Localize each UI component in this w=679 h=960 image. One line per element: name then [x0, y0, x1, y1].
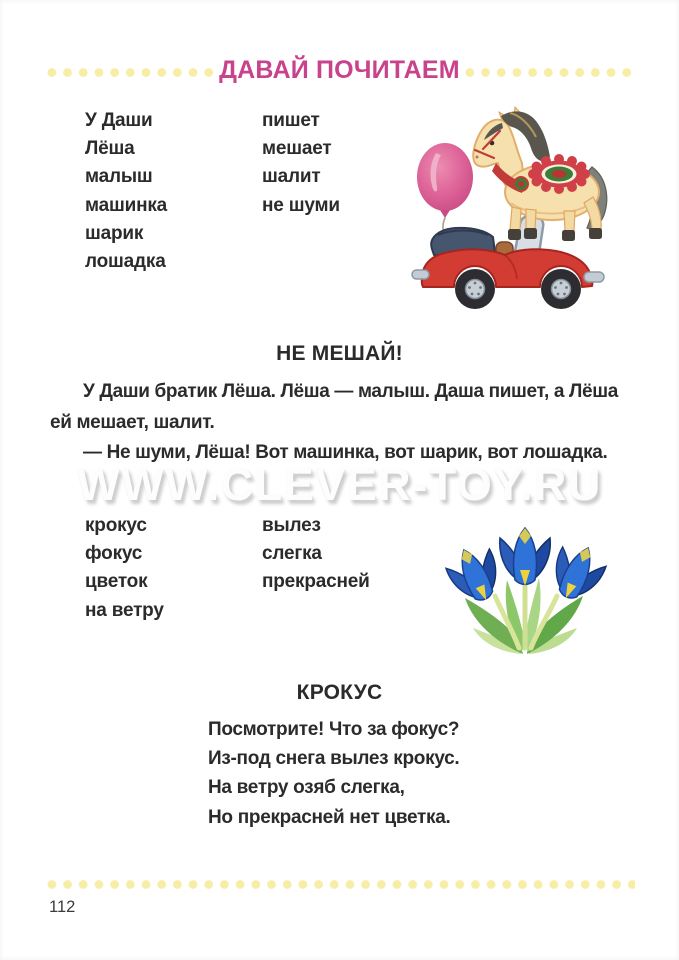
word-list-2-column-1: [85, 512, 164, 625]
word-item: Лёша: [85, 138, 135, 160]
poem: [208, 715, 459, 832]
poem-line: На ветру озяб слегка,: [208, 777, 405, 799]
word-item: на ветру: [85, 599, 164, 621]
page-number: 112: [49, 898, 76, 916]
poem-line: Посмотрите! Что за фокус?: [208, 719, 460, 740]
word-item: шалит: [262, 166, 321, 188]
word-item: шарик: [85, 222, 144, 244]
word-item: пишет: [262, 110, 320, 131]
crocus-svg: [437, 510, 615, 660]
paragraph-line: У Даши братик Лёша. Лёша — малыш. Даша пишет, а Лёша: [83, 381, 618, 402]
word-item: малыш: [85, 166, 153, 188]
poem-line: Из-под снега вылез крокус.: [208, 748, 460, 770]
watermark: WWW.CLEVER-TOY.RU: [77, 459, 602, 510]
word-item: слегка: [262, 543, 322, 565]
word-item: не шуми: [262, 194, 340, 216]
word-item: прекрасней: [262, 571, 370, 593]
word-item: цветок: [85, 571, 148, 593]
story-paragraph: [50, 377, 618, 438]
dotted-divider-bottom: [44, 880, 635, 889]
word-item: машинка: [85, 194, 168, 216]
word-list-1-column-2: [262, 107, 340, 220]
poem-line: Но прекрасней нет цветка.: [208, 806, 451, 828]
word-item: лошадка: [85, 251, 166, 273]
section-heading: НЕ МЕШАЙ!: [276, 342, 403, 365]
word-item: фокус: [85, 543, 143, 565]
word-item: крокус: [85, 515, 147, 536]
word-item: У Даши: [85, 110, 153, 131]
section-heading: КРОКУС: [296, 681, 383, 704]
paragraph-line: ей мешает, шалит.: [50, 411, 215, 433]
toy-horse-balloon-car-illustration: [408, 103, 618, 315]
dialogue-line: — Не шуми, Лёша! Вот машинка, вот шарик, вот лошадка.: [83, 442, 608, 463]
word-list-1-column-1: [85, 107, 167, 276]
word-list-2-column-2: [262, 512, 370, 597]
word-item: вылез: [262, 515, 321, 536]
dotted-divider-right: [462, 68, 635, 77]
word-item: мешает: [262, 138, 332, 160]
toy-horse-balloon-car-svg: [408, 103, 618, 315]
red-toy-car-icon: [412, 216, 604, 309]
page-title: ДАВАЙ ПОЧИТАЕМ: [219, 56, 460, 84]
blue-crocus-illustration: [437, 510, 615, 660]
